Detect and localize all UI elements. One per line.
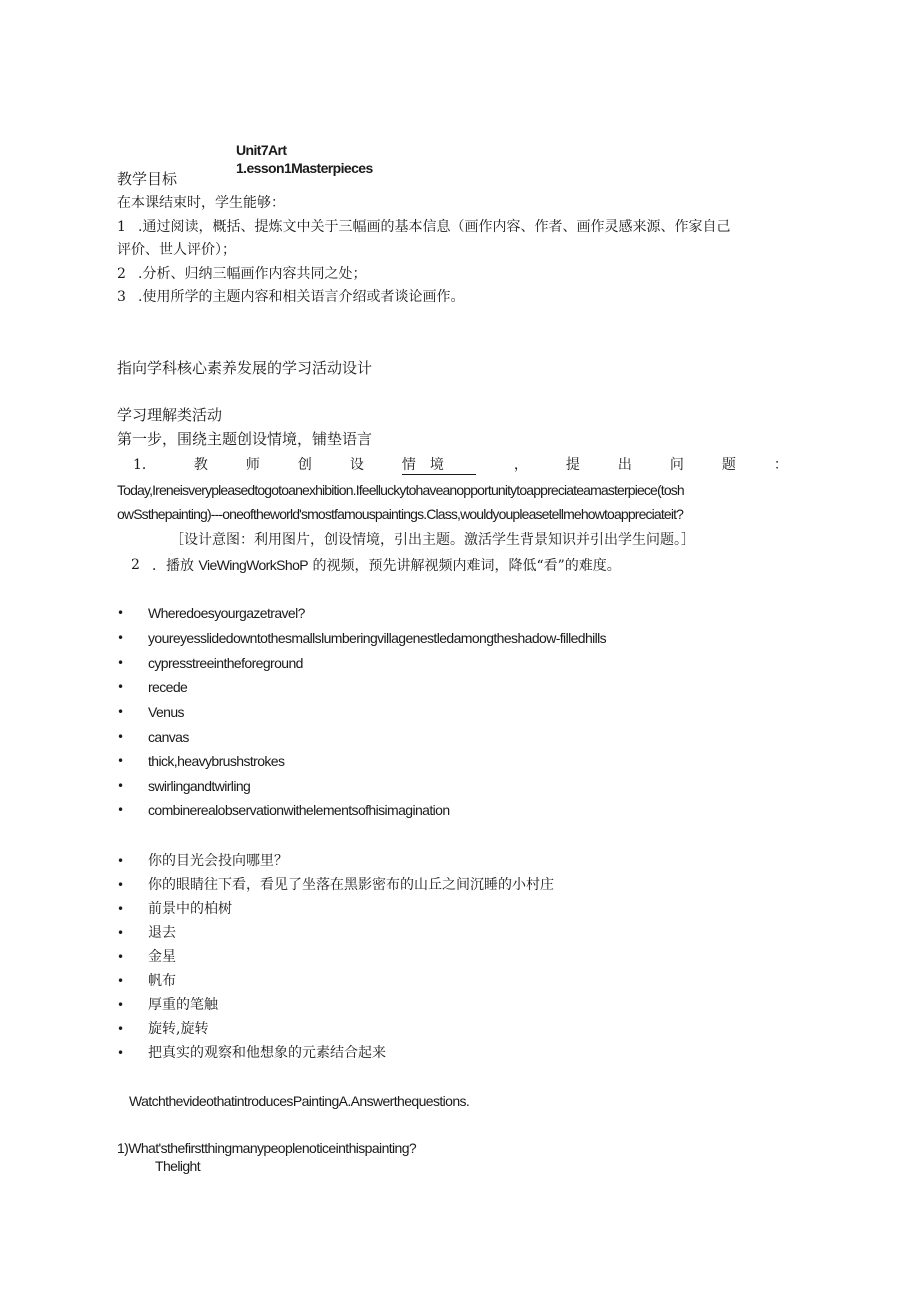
bullet-dot: •	[117, 680, 125, 694]
bullet-dot: •	[117, 656, 125, 670]
step1-english-line-2: owSsthepainting)---oneoftheworld'smostfamouspaintings.Class,wouldyoupleasetellmehowtoappreciateit?	[117, 506, 684, 522]
bullet-dot: •	[117, 730, 125, 744]
item2-text-a: ．播放	[152, 558, 194, 574]
list-item: cypresstreeintheforeground	[148, 655, 303, 671]
spread-word: 1．	[133, 457, 156, 473]
section-heading: 学习理解类活动	[117, 407, 223, 424]
spread-word: 题	[721, 457, 736, 473]
list-item: 你的眼睛往下看，看见了坐落在黑影密布的山丘之间沉睡的小村庄	[148, 877, 554, 893]
bullet-dot: •	[117, 926, 125, 940]
bullet-dot: •	[117, 902, 125, 916]
list-item: thick,heavybrushstrokes	[148, 753, 285, 769]
spread-word: ：	[773, 457, 788, 473]
bullet-dot: •	[117, 998, 125, 1012]
objective-3-text: .使用所学的主题内容和相关语言介绍或者谈论画作。	[138, 289, 465, 305]
unit-title: Unit7Art	[236, 142, 287, 158]
step1-heading: 第一步，围绕主题创设情境，铺垫语言	[117, 431, 373, 448]
list-item: combinerealobservationwithelementsofhisimagination	[148, 802, 450, 818]
item2-video-name: VieWingWorkShoP	[198, 557, 308, 573]
bullet-dot: •	[117, 779, 125, 793]
objective-1-continuation: 评价、世人评价）；	[117, 242, 236, 258]
bullet-dot: •	[117, 950, 125, 964]
list-item: 金星	[148, 949, 176, 965]
bullet-dot: •	[117, 974, 125, 988]
design-heading: 指向学科核心素养发展的学习活动设计	[117, 360, 373, 377]
objective-2-text: .分析、归纳三幅画作内容共同之处；	[138, 266, 367, 282]
answer-1: Thelight	[155, 1158, 201, 1174]
objective-1-text: .通过阅读，概括、提炼文中关于三幅画的基本信息（画作内容、作者、画作灵感来源、作家自己	[138, 219, 731, 235]
step1-item1-line	[133, 456, 788, 475]
list-item: swirlingandtwirling	[148, 778, 251, 794]
list-item: 帆布	[148, 973, 176, 989]
step1-item2-line	[152, 556, 621, 575]
underlined-word: 情境	[402, 456, 476, 475]
spread-word: 提	[565, 457, 580, 473]
bullet-dot: •	[117, 754, 125, 768]
list-item: Wheredoesyourgazetravel?	[148, 605, 305, 621]
list-item: Venus	[148, 704, 184, 720]
bullet-dot: •	[117, 803, 125, 817]
step1-english-line-1: Today,Ireneisverypleasedtogotoanexhibition.Ifeelluckytohaveanopportunitytoappreciateamasterpiece(tosh	[117, 482, 684, 498]
bullet-dot: •	[117, 854, 125, 868]
task-instruction: WatchthevideothatintroducesPaintingA.Answerthequestions.	[129, 1093, 470, 1109]
bullet-dot: •	[117, 1022, 125, 1036]
spread-word: ，	[513, 457, 528, 473]
spread-word: 师	[245, 457, 260, 473]
objectives-heading: 教学目标	[117, 171, 178, 188]
list-item: 厚重的笔触	[148, 997, 218, 1013]
design-intent-note: ［设计意图：利用图片，创设情境，引出主题。激活学生背景知识并引出学生问题。］	[170, 532, 695, 548]
spread-word: 出	[617, 457, 632, 473]
list-item: canvas	[148, 729, 189, 745]
bullet-dot: •	[117, 705, 125, 719]
spread-word: 问	[669, 457, 684, 473]
list-item: 退去	[148, 925, 176, 941]
list-item: 旋转,旋转	[148, 1021, 209, 1037]
bullet-dot: •	[117, 878, 125, 892]
item2-text-c: 的视频，预先讲解视频内难词，降低“看”的难度。	[312, 558, 621, 574]
objective-3-number: 3	[117, 289, 126, 305]
spread-word: 设	[349, 457, 364, 473]
bullet-dot: •	[117, 606, 125, 620]
objective-2-number: 2	[117, 266, 126, 282]
step1-item2-number: 2	[131, 557, 140, 573]
bullet-dot: •	[117, 1046, 125, 1060]
bullet-dot: •	[117, 631, 125, 645]
list-item: youreyesslidedowntothesmallslumberingvillagenestledamongtheshadow-filledhills	[148, 630, 607, 646]
lesson-title: 1.esson1Masterpieces	[236, 160, 373, 176]
objective-1-number: 1	[117, 219, 126, 235]
objectives-intro: 在本课结束时，学生能够：	[117, 195, 285, 211]
spread-word: 创	[297, 457, 312, 473]
list-item: 把真实的观察和他想象的元素结合起来	[148, 1045, 386, 1061]
list-item: 你的目光会投向哪里？	[148, 853, 288, 869]
question-1: 1)What'sthefirstthingmanypeoplenoticeinthispainting?	[117, 1140, 417, 1156]
list-item: recede	[148, 679, 188, 695]
list-item: 前景中的柏树	[148, 901, 232, 917]
spread-word: 教	[193, 457, 208, 473]
